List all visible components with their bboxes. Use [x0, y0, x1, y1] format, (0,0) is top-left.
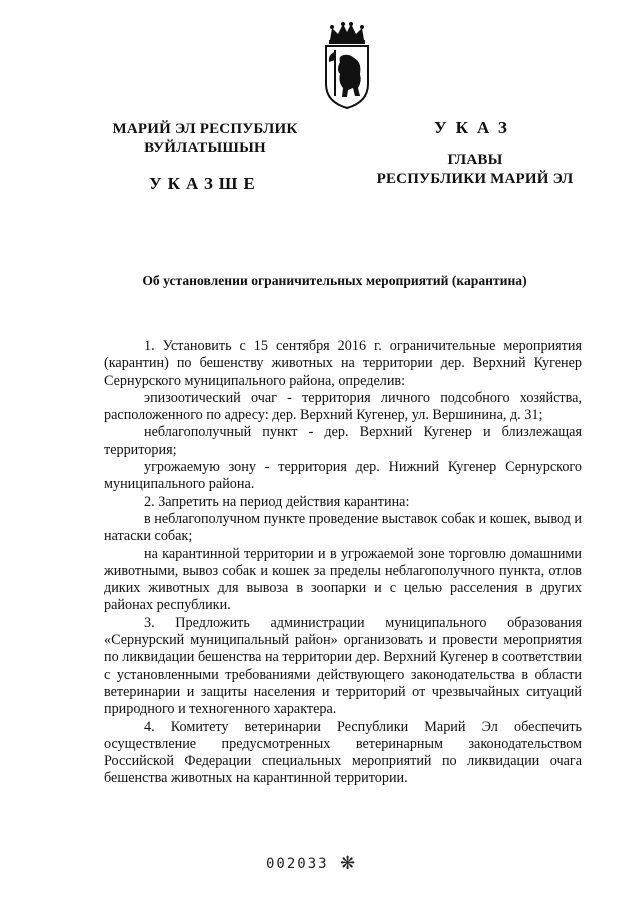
document-serial-number: 002033	[266, 856, 329, 872]
header-right-line1: УКАЗ	[434, 118, 516, 137]
header-left	[110, 120, 300, 193]
paragraph-2a: в неблагополучном пункте проведение выставок собак и кошек, вывод и натаски собак;	[104, 510, 582, 545]
paragraph-1c: угрожаемую зону - территория дер. Нижний Кугенер Сернурского муниципального района.	[104, 459, 582, 493]
header-left-line1: МАРИЙ ЭЛ РЕСПУБЛИК	[112, 121, 298, 137]
paragraph-1a: эпизоотический очаг - территория личного подсобного хозяйства, расположенного по адресу: дер. Верхний Кугенер, ул. Вершинина, д. 31;	[104, 389, 582, 424]
document-title: Об установлении ограничительных мероприятий (карантина)	[142, 273, 527, 288]
paragraph-1b: неблагополучный пункт - дер. Верхний Кугенер и близлежащая территория;	[104, 424, 582, 458]
header-left-line2: ВУЙЛАТЫШЫН	[144, 140, 266, 156]
paragraph-4: 4. Комитету ветеринарии Республики Марий Эл обеспечить осуществление предусмотренных ветеринарным законодательством Российской Федерации специальных мероприятий по ликвидации очага бешенства животных на карантинной территории.	[104, 718, 582, 787]
asterisk-mark-icon: ❋	[340, 853, 356, 874]
paragraph-2: 2. Запретить на период действия карантина:	[144, 493, 410, 510]
coat-of-arms-icon	[318, 22, 376, 110]
paragraph-2b: на карантинной территории и в угрожаемой зоне торговлю домашними животными, вывоз собак и кошек за пределы неблагополучного пункта, отлов диких животных для вывоза в зоопарки и с целью расселения в других районах республики.	[104, 545, 582, 614]
paragraph-3: 3. Предложить администрации муниципального образования «Сернурский муниципальный район» организовать и провести мероприятия по ликвидации бешенства на территории дер. Верхний Кугенер в соответствии с установленными требованиями действующего законодательства в области ветеринарии и защиты населения и территорий от чрезвычайных ситуаций природного и техногенного характера.	[104, 614, 582, 718]
document-body	[104, 338, 582, 788]
header-right-line2: ГЛАВЫ	[447, 152, 503, 168]
header-right	[368, 118, 582, 189]
paragraph-1: 1. Установить с 15 сентября 2016 г. ограничительные мероприятия (карантин) по бешенству животных на территории дер. Верхний Кугенер Сернурского муниципального района, определив:	[104, 338, 582, 389]
header-left-line3: УКАЗШЕ	[149, 174, 261, 193]
header-right-line3: РЕСПУБЛИКИ МАРИЙ ЭЛ	[376, 171, 574, 187]
